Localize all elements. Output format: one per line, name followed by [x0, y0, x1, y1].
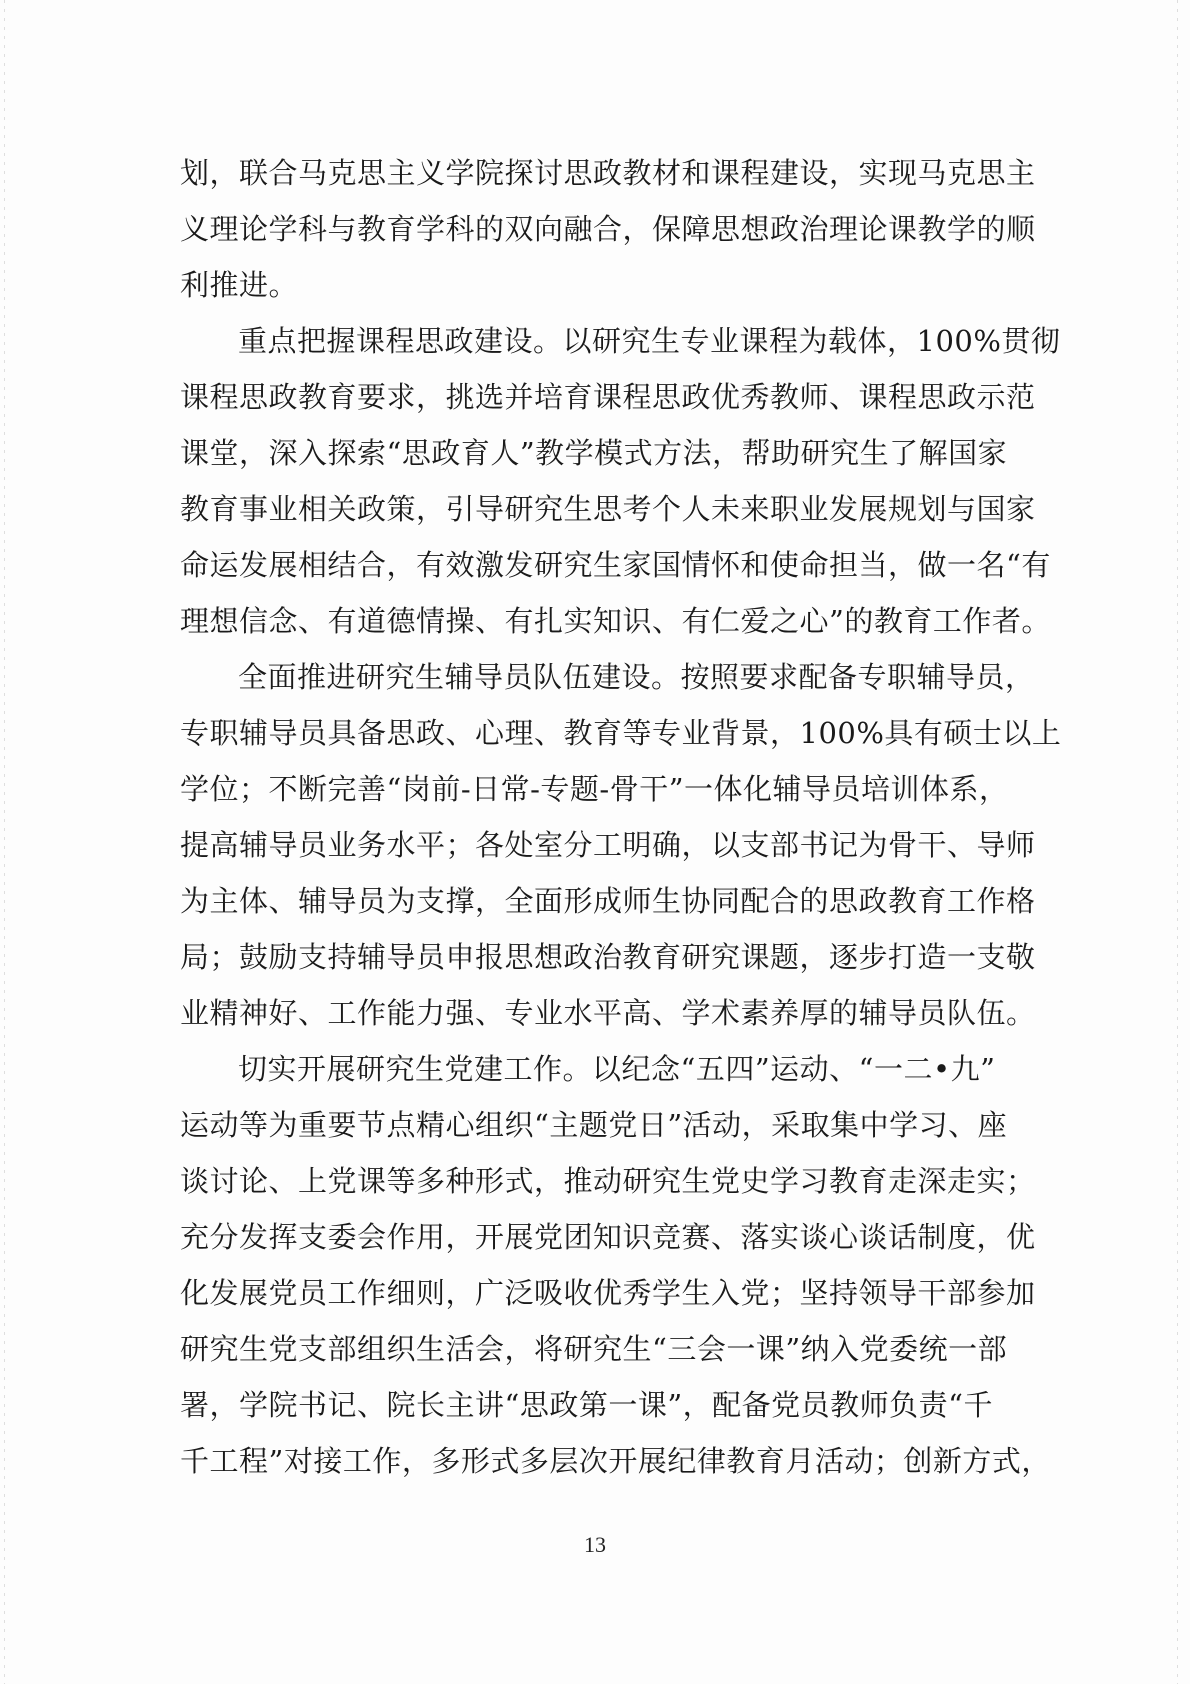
text-line: 课程思政教育要求，挑选并培育课程思政优秀教师、课程思政示范 [180, 380, 1036, 414]
paragraph-counselor-team [180, 649, 1062, 1041]
text-line: 专职辅导员具备思政、心理、教育等专业背景，100%具有硕士以上 [180, 716, 1062, 750]
text-line: 局；鼓励支持辅导员申报思想政治教育研究课题，逐步打造一支敬 [180, 940, 1036, 974]
paragraph-continuation [180, 145, 1036, 313]
text-line: 切实开展研究生党建工作。以纪念“五四”运动、“一二•九” [238, 1052, 996, 1086]
text-line: 课堂，深入探索“思政育人”教学模式方法，帮助研究生了解国家 [180, 436, 1008, 470]
text-line: 为主体、辅导员为支撑，全面形成师生协同配合的思政教育工作格 [180, 884, 1036, 918]
text-line: 运动等为重要节点精心组织“主题党日”活动，采取集中学习、座 [180, 1108, 1008, 1142]
text-line: 署，学院书记、院长主讲“思政第一课”，配备党员教师负责“千 [180, 1388, 993, 1422]
text-line: 充分发挥支委会作用，开展党团知识竞赛、落实谈心谈话制度，优 [180, 1220, 1036, 1254]
text-line: 谈讨论、上党课等多种形式，推动研究生党史学习教育走深走实； [180, 1164, 1036, 1198]
page-number: 13 [584, 1532, 606, 1557]
paragraph-party-building [180, 1041, 1051, 1489]
text-line: 利推进。 [180, 268, 299, 302]
text-line: 命运发展相结合，有效激发研究生家国情怀和使命担当，做一名“有 [180, 548, 1051, 582]
text-line: 全面推进研究生辅导员队伍建设。按照要求配备专职辅导员， [238, 660, 1035, 694]
text-line: 提高辅导员业务水平；各处室分工明确，以支部书记为骨干、导师 [180, 828, 1036, 862]
text-line: 学位；不断完善“岗前-日常-专题-骨干”一体化辅导员培训体系， [180, 772, 1009, 806]
text-line: 教育事业相关政策，引导研究生思考个人未来职业发展规划与国家 [180, 492, 1036, 526]
text-line: 划，联合马克思主义学院探讨思政教材和课程建设，实现马克思主 [180, 156, 1036, 190]
scan-edge-right [1177, 0, 1178, 1684]
text-line: 化发展党员工作细则，广泛吸收优秀学生入党；坚持领导干部参加 [180, 1276, 1036, 1310]
text-line: 业精神好、工作能力强、专业水平高、学术素养厚的辅导员队伍。 [180, 996, 1036, 1030]
text-line: 理想信念、有道德情操、有扎实知识、有仁爱之心”的教育工作者。 [180, 604, 1051, 638]
scan-edge-left [4, 0, 5, 1684]
paragraph-course-ideology [180, 313, 1061, 649]
text-line: 重点把握课程思政建设。以研究生专业课程为载体，100%贯彻 [238, 324, 1061, 358]
body-text [180, 145, 1062, 1489]
text-line: 千工程”对接工作，多形式多层次开展纪律教育月活动；创新方式， [180, 1444, 1051, 1478]
text-line: 义理论学科与教育学科的双向融合，保障思想政治理论课教学的顺 [180, 212, 1036, 246]
text-line: 研究生党支部组织生活会，将研究生“三会一课”纳入党委统一部 [180, 1332, 1008, 1366]
